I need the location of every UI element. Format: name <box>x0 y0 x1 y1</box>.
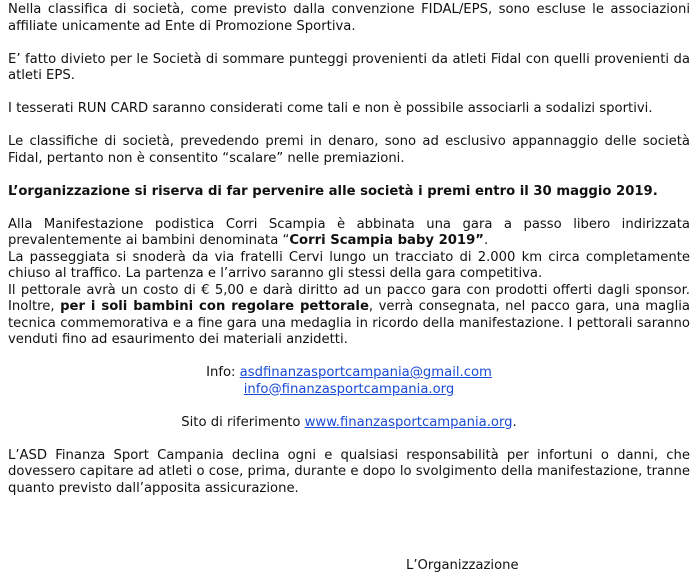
spacer <box>8 167 690 184</box>
paragraph-percorso: La passeggiata si snoderà da via fratelli Cervi lungo un tracciato di 2.000 km circa completamente chiuso al traffico. La partenza e l’arrivo saranno gli stessi della gara competitiva. <box>8 249 690 281</box>
spacer <box>8 118 690 135</box>
spacer <box>8 398 690 415</box>
email-link-info[interactable]: info@finanzasportcampania.org <box>243 381 455 397</box>
text-span: , verrà consegnata, nel pacco gara, una maglia tecnica commemorativa e a fine gara una medaglia in ricordo della manifestazione. I pettorali saranno venduti fino ad esaurimento dei materiali anzidetti. <box>8 299 691 347</box>
race-name: Corri Scampia baby 2019” <box>289 233 484 248</box>
paragraph-classifica: Nella classifica di società, come previsto dalla convenzione FIDAL/EPS, sono escluse le associazioni affiliate unicamente ad Ente di Promozione Sportiva. <box>8 2 690 34</box>
info-label: Info: <box>206 365 240 380</box>
paragraph-baby-race <box>8 217 690 250</box>
spacer <box>8 200 690 217</box>
paragraph-run-card: I tesserati RUN CARD saranno considerati come tali e non è possibile associarli a sodalizi sportivi. <box>8 101 653 116</box>
spacer <box>8 35 690 52</box>
signature: L’Organizzazione <box>406 558 519 573</box>
spacer <box>8 431 690 448</box>
paragraph-premi-notice: L’organizzazione si riserva di far pervenire alle società i premi entro il 30 maggio 2019. <box>8 183 658 199</box>
paragraph-responsabilita: L’ASD Finanza Sport Campania declina ogni e qualsiasi responsabilità per infortuni o danni, che dovessero capitare ad atleti o cose, prima, durante e dopo lo svolgimento della manifestazione, tranne quanto previsto dall’apposita assicurazione. <box>8 447 690 496</box>
paragraph-divieto: E’ fatto divieto per le Società di sommare punteggi provenienti da atleti Fidal con quelli provenienti da atleti EPS. <box>8 51 690 83</box>
info-line-2 <box>8 382 690 399</box>
site-suffix: . <box>512 414 517 430</box>
spacer <box>8 349 690 366</box>
site-line <box>8 415 690 432</box>
text-span: Il pettorale avrà un costo di € 5,00 e darà diritto ad un pacco gara con prodotti offerti dagli sponsor. Inoltre, <box>8 282 690 314</box>
info-line <box>8 365 690 382</box>
paragraph-classifiche: Le classifiche di società, prevedendo premi in denaro, sono ad esclusivo appannaggio delle società Fidal, pertanto non è consentito “scalare” nelle premiazioni. <box>8 134 690 166</box>
bambini-highlight: per i soli bambini con regolare pettorale <box>60 299 369 314</box>
text-span: Alla Manifestazione podistica Corri Scampia è abbinata una gara a passo libero indirizzata prevalentemente ai bambini denominata “ <box>8 216 690 248</box>
website-link[interactable]: www.finanzasportcampania.org <box>304 414 513 430</box>
text-span: . <box>483 233 489 248</box>
spacer <box>8 85 690 102</box>
paragraph-pettorale <box>8 283 690 349</box>
site-label: Sito di riferimento <box>181 414 305 430</box>
email-link-gmail[interactable]: asdfinanzasportcampania@gmail.com <box>239 365 492 380</box>
